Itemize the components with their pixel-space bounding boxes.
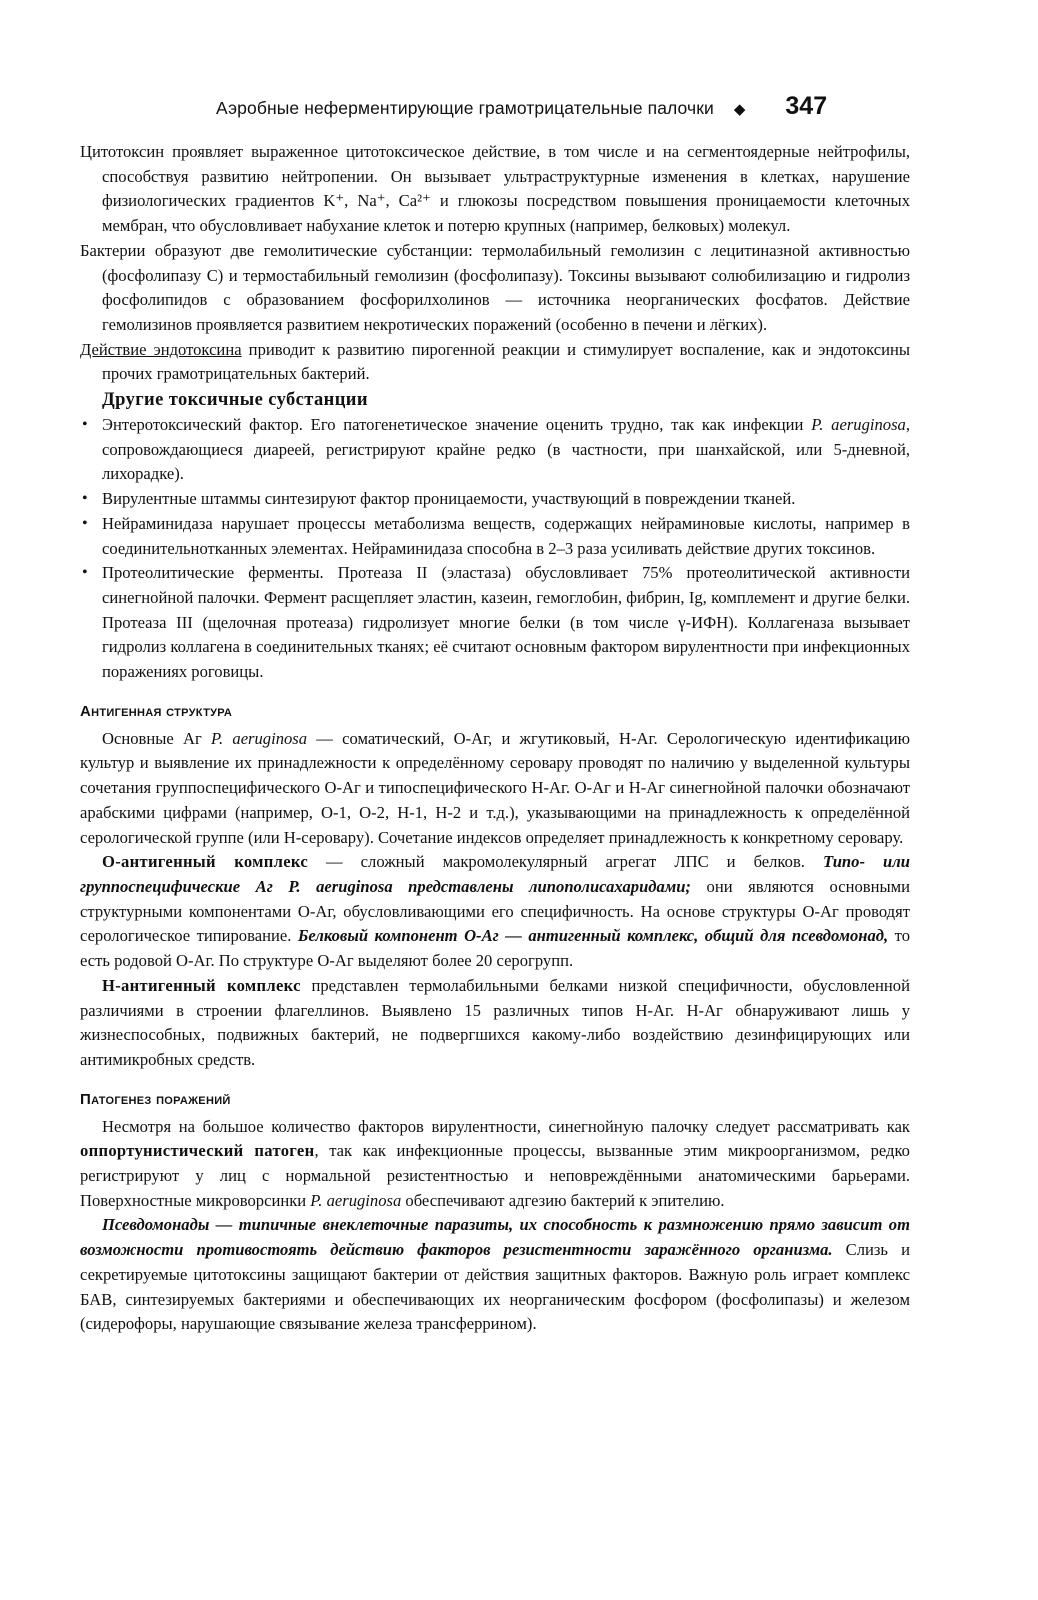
paragraph-h-antigen bbox=[80, 974, 910, 1073]
section-heading-pathogenesis: Патогенез поражений bbox=[80, 1090, 231, 1108]
running-head-title: Аэробные неферментирующие грамотрицательные палочки bbox=[216, 98, 714, 118]
endotoxin-text: приводит к развитию пирогенной реакции и стимулирует воспаление, как и эндотоксины прочих грамотрицательных бактерий. bbox=[102, 339, 911, 384]
subheading-other-toxic-substances: Другие токсичные субстанции bbox=[102, 390, 368, 411]
term-opportunistic-pathogen: оппортунистический патоген bbox=[80, 1141, 315, 1161]
list-item-text: , сопровождающиеся диареей, регистрируют крайне редко (в частности, при шанхайской, или 5-дневной, лихорадке). bbox=[102, 415, 910, 484]
list-item-proteolytic-enzymes: • Протеолитические ферменты. Протеаза II (эластаза) обусловливает 75% протеолитической активности синегнойной палочки. Фермент расщепляет эластин, казеин, гемоглобин, фибрин, Ig, комплемент и другие белки. Протеаза III (щелочная протеаза) гидролизует многие белки (в том числе γ-ИФН). Коллагеназа вызывает гидролиз коллагена в соединительных тканях; её считают основным фактором вирулентности при инфекционных поражениях роговицы. bbox=[80, 561, 910, 685]
paragraph-text: Слизь и секретируемые цитотоксины защищают бактерии от действия защитных факторов. Важную роль играет комплекс БАВ, синтезируемых бактериями и обеспечивающих их неорганическим фосфором (фосфолипазы) и железом (сидерофоры, нарушающие связывание железа трансферрином). bbox=[80, 1240, 910, 1334]
species-name: P. aeruginosa bbox=[211, 728, 308, 748]
page-number: 347 bbox=[785, 92, 828, 120]
paragraph-text: то есть родовой О-Аг. По структуре О-Аг выделяют более 20 серогрупп. bbox=[80, 926, 910, 971]
paragraph-o-antigen bbox=[80, 850, 910, 974]
paragraph-text: Основные Аг bbox=[102, 728, 212, 748]
paragraph-extracellular-parasites bbox=[80, 1213, 910, 1337]
species-name: P. aeruginosa bbox=[811, 415, 906, 435]
diamond-icon: ◆ bbox=[733, 101, 746, 118]
paragraph-hemolysins: Бактерии образуют две гемолитические субстанции: термолабильный гемолизин с лецитиназной активностью (фосфолипазу С) и термостабильный гемолизин (фосфолипазу). Токсины вызывают солюбилизацию и гидролиз фосфолипидов с образованием фосфорилхолинов — источника неорганических фосфатов. Действие гемолизинов проявляется развитием некротических поражений (особенно в печени и лёгких). bbox=[80, 240, 910, 334]
paragraph-opportunistic-pathogen bbox=[80, 1115, 910, 1214]
paragraph-endotoxin bbox=[80, 338, 910, 387]
list-item-neuraminidase: • Нейраминидаза нарушает процессы метаболизма веществ, содержащих нейраминовые кислоты, например в соединительнотканных элементах. Нейраминидаза способна в 2–3 раза усиливать действие других токсинов. bbox=[80, 512, 910, 561]
toxic-substances-list bbox=[80, 413, 910, 685]
list-item-permeability-factor: • Вирулентные штаммы синтезируют фактор проницаемости, участвующий в повреждении тканей. bbox=[80, 487, 910, 512]
list-item-enterotoxin bbox=[80, 413, 910, 487]
list-item-text: Энтеротоксический фактор. Его патогенетическое значение оценить трудно, так как инфекции bbox=[102, 415, 812, 435]
paragraph-text: Несмотря на большое количество факторов вирулентности, синегнойную палочку следует рассматривать как bbox=[102, 1116, 910, 1136]
section-heading-antigen-structure: Антигенная структура bbox=[80, 702, 233, 720]
paragraph-text: — соматический, О-Аг, и жгутиковый, Н-Аг. Серологическую идентификацию культур и выявление их принадлежности к определённому серовару проводят по наличию у выделенной культуры сочетания группоспецифического О-Аг и типоспецифического Н-Аг. О-Аг и Н-Аг синегнойной палочки обозначают арабскими цифрами (например, О-1, О-2, Н-1, Н-2 и т.д.), указывающими на принадлежность к определённой серологической группе (или Н-серовару). Сочетание индексов определяет принадлежность к конкретному серовару. bbox=[80, 728, 911, 847]
paragraph-text: обеспечивают адгезию бактерий к эпителию. bbox=[401, 1190, 725, 1210]
term-h-antigen: Н-антигенный комплекс bbox=[102, 975, 301, 995]
running-head bbox=[216, 92, 916, 126]
term-o-antigen: О-антигенный комплекс bbox=[102, 852, 309, 872]
paragraph-cytotoxin: Цитотоксин проявляет выраженное цитотоксическое действие, в том числе и на сегментоядерные нейтрофилы, способствуя развитию нейтропении. Он вызывает ультраструктурные изменения в клетках, нарушение физиологических градиентов K⁺, Na⁺, Ca²⁺ и глюкозы посредством повышения проницаемости клеточных мембран, что обусловливает набухание клеток и потерю крупных (например, белковых) молекул. bbox=[80, 142, 910, 236]
emphasis-text: Псевдомонады — типичные внеклеточные паразиты, их способность к размножению прямо зависит от возможности противостоять действию факторов резистентности заражённого организма. bbox=[80, 1215, 910, 1260]
emphasis-text: Белковый компонент О-Аг — антигенный комплекс, общий для псевдомонад, bbox=[297, 926, 889, 946]
emphasis-text: Типо- или группоспецифические Аг P. aeruginosa представлены липополисахаридами; bbox=[80, 852, 910, 896]
paragraph-text: они являются основными структурными компонентами О-Аг, обусловливающими его специфичность. На основе структуры О-Аг проводят серологическое типирование. bbox=[80, 876, 910, 946]
endotoxin-term: Действие эндотоксина bbox=[80, 339, 242, 359]
paragraph-text: — сложный макромолекулярный агрегат ЛПС и белков. bbox=[308, 852, 823, 872]
page-body bbox=[80, 140, 910, 1337]
paragraph-text: представлен термолабильными белками низкой специфичности, обусловленной различиями в строении флагеллинов. Выявлено 15 различных типов Н-Аг. Н-Аг обнаруживают лишь у жизнеспособных, подвижных бактерий, не подвергшихся какому-либо воздействию дезинфицирующих или антимикробных средств. bbox=[80, 975, 910, 1069]
species-name: P. aeruginosa bbox=[310, 1190, 402, 1210]
paragraph-antigens bbox=[80, 727, 910, 851]
paragraph-text: , так как инфекционные процессы, вызванные этим микроорганизмом, редко регистрируют у лиц с нормальной резистентностью и неповреждёнными анатомическими барьерами. Поверхностные микроворсинки bbox=[80, 1141, 910, 1210]
